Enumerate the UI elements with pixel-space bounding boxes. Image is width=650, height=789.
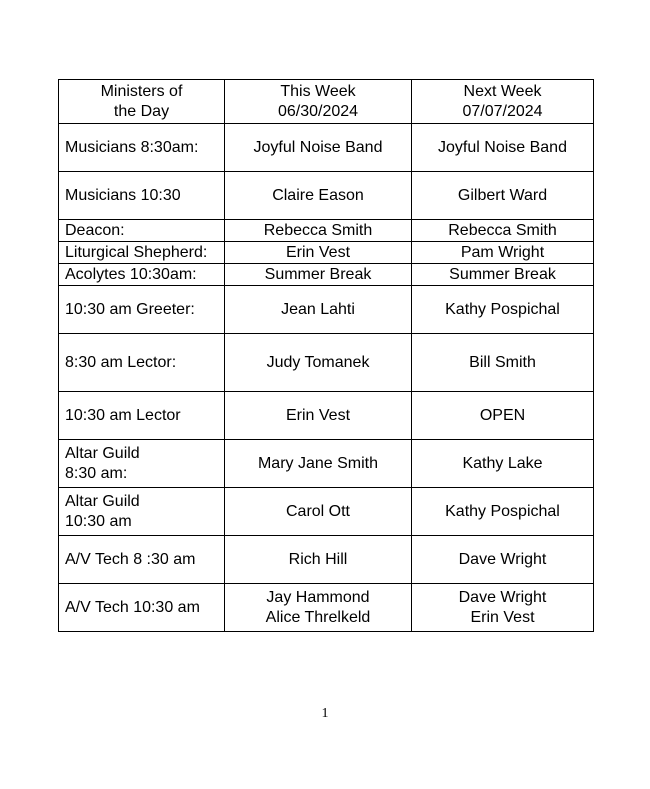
- next-week-cell: Kathy Lake: [412, 440, 594, 488]
- this-week-cell: Jay Hammond Alice Threlkeld: [225, 584, 412, 632]
- role-cell: Altar Guild 8:30 am:: [59, 440, 225, 488]
- this-week-cell: Claire Eason: [225, 172, 412, 220]
- role-cell: Musicians 8:30am:: [59, 124, 225, 172]
- next-week-cell: Pam Wright: [412, 242, 594, 264]
- header-this-week: This Week 06/30/2024: [225, 80, 412, 124]
- table-row: [59, 440, 594, 488]
- role-cell: 10:30 am Lector: [59, 392, 225, 440]
- this-week-cell: Summer Break: [225, 264, 412, 286]
- role-cell: Musicians 10:30: [59, 172, 225, 220]
- this-week-cell: Jean Lahti: [225, 286, 412, 334]
- table-row: [59, 584, 594, 632]
- this-week-cell: Rich Hill: [225, 536, 412, 584]
- this-week-cell: Judy Tomanek: [225, 334, 412, 392]
- this-week-cell: Erin Vest: [225, 392, 412, 440]
- role-cell: Acolytes 10:30am:: [59, 264, 225, 286]
- this-week-cell: Mary Jane Smith: [225, 440, 412, 488]
- this-week-cell: Rebecca Smith: [225, 220, 412, 242]
- role-cell: 8:30 am Lector:: [59, 334, 225, 392]
- ministers-schedule-table: [58, 79, 594, 632]
- next-week-cell: Kathy Pospichal: [412, 286, 594, 334]
- next-week-cell: Rebecca Smith: [412, 220, 594, 242]
- this-week-cell: Carol Ott: [225, 488, 412, 536]
- table-row: [59, 488, 594, 536]
- table-row: [59, 172, 594, 220]
- table-row: [59, 286, 594, 334]
- header-ministers: Ministers of the Day: [59, 80, 225, 124]
- table-row: [59, 536, 594, 584]
- role-cell: Deacon:: [59, 220, 225, 242]
- next-week-cell: Bill Smith: [412, 334, 594, 392]
- table-row: [59, 264, 594, 286]
- table-row: [59, 124, 594, 172]
- role-cell: Liturgical Shepherd:: [59, 242, 225, 264]
- table-row: [59, 242, 594, 264]
- this-week-cell: Joyful Noise Band: [225, 124, 412, 172]
- next-week-cell: Kathy Pospichal: [412, 488, 594, 536]
- table-row: [59, 392, 594, 440]
- page-number: 1: [321, 706, 329, 721]
- next-week-cell: Dave Wright: [412, 536, 594, 584]
- role-cell: A/V Tech 10:30 am: [59, 584, 225, 632]
- next-week-cell: Dave Wright Erin Vest: [412, 584, 594, 632]
- header-row: [59, 80, 594, 124]
- header-next-week: Next Week 07/07/2024: [412, 80, 594, 124]
- next-week-cell: Joyful Noise Band: [412, 124, 594, 172]
- next-week-cell: Summer Break: [412, 264, 594, 286]
- role-cell: A/V Tech 8 :30 am: [59, 536, 225, 584]
- role-cell: Altar Guild 10:30 am: [59, 488, 225, 536]
- this-week-cell: Erin Vest: [225, 242, 412, 264]
- next-week-cell: OPEN: [412, 392, 594, 440]
- role-cell: 10:30 am Greeter:: [59, 286, 225, 334]
- next-week-cell: Gilbert Ward: [412, 172, 594, 220]
- table-row: [59, 220, 594, 242]
- table-row: [59, 334, 594, 392]
